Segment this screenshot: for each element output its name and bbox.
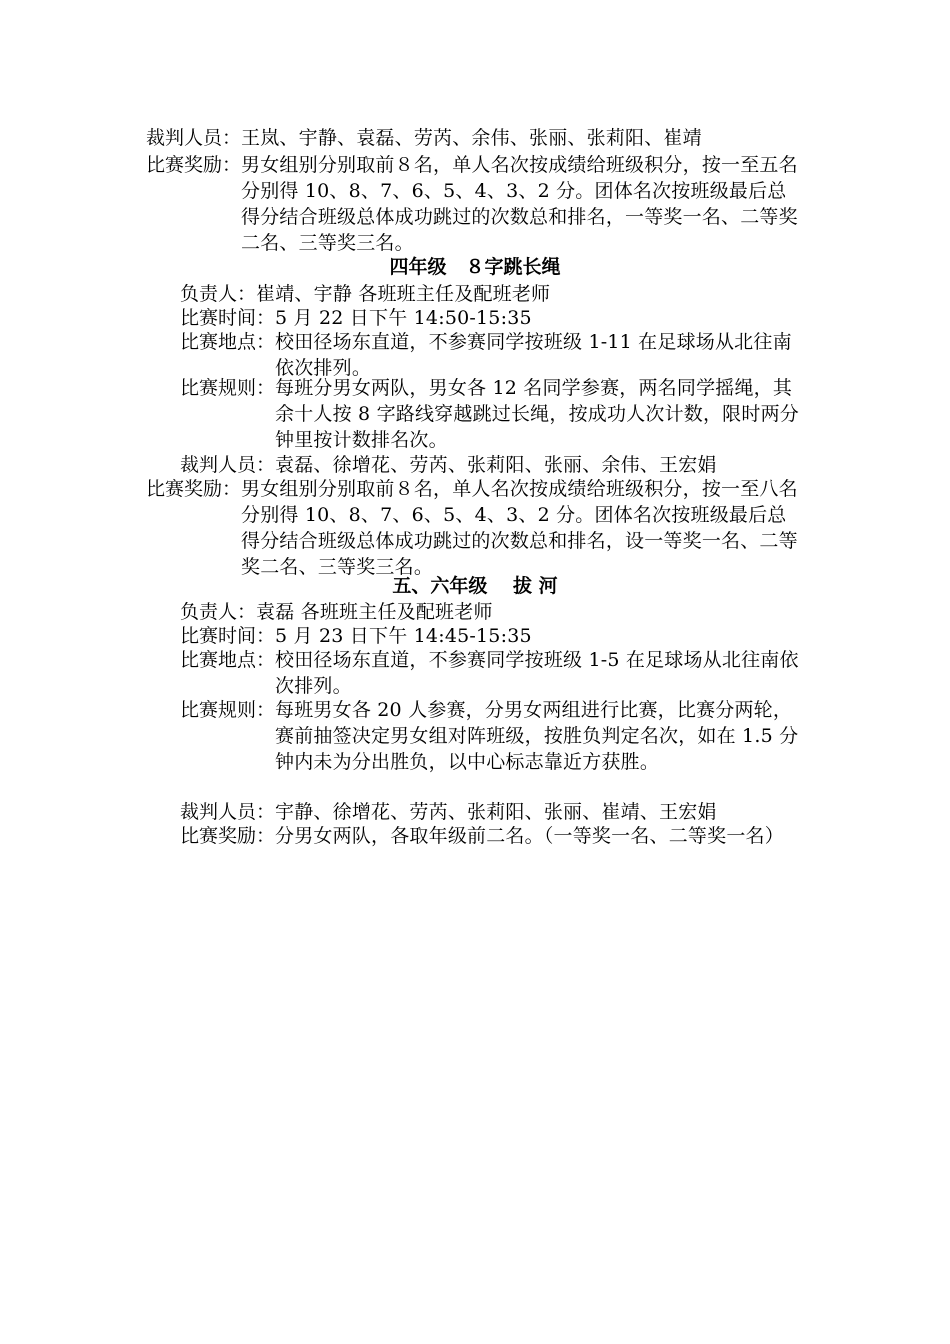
grade56-place-value: 校田径场东直道，不参赛同学按班级 1-5 在足球场从北往南依次排列。 [275, 649, 799, 697]
grade56-lead-row [180, 599, 786, 625]
grade56-rules-value: 每班男女各 20 人参赛，分男女两组进行比赛，比赛分两轮，赛前抽签决定男女组对阵班级，按胜负判定名次，如在 1.5 分钟内未为分出胜负，以中心标志靠近方获胜。 [275, 699, 799, 773]
prev-awards-value: 男女组别分别取前８名，单人名次按成绩给班级积分，按一至五名分别得 10、8、7、6、5、4、3、2 分。团体名次按班级最后总得分结合班级总体成功跳过的次数总和排名，一等奖一名、二等奖二名、三等奖三名。 [241, 154, 798, 254]
grade56-time-value: 5 月 23 日下午 14:45-15:35 [275, 625, 532, 647]
grade4-heading: 四年级 ８字跳长绳 [389, 256, 561, 278]
grade4-awards-label: 比赛奖励： [146, 478, 242, 500]
grade56-awards-value: 分男女两队，各取年级前二名。（一等奖一名、二等奖一名） [275, 825, 784, 847]
grade56-place-label: 比赛地点： [180, 649, 276, 671]
grade56-lead-value: 袁磊 各班班主任及配班老师 [256, 601, 493, 623]
grade56-awards-row [180, 823, 805, 849]
grade56-rules-label: 比赛规则： [180, 699, 276, 721]
grade56-time-label: 比赛时间： [180, 625, 276, 647]
prev-judges-label: 裁判人员： [146, 127, 242, 149]
grade4-place-label: 比赛地点： [180, 331, 276, 353]
grade4-judges-label: 裁判人员： [180, 454, 276, 476]
grade4-place-row [180, 329, 805, 381]
prev-awards-row [146, 152, 801, 256]
grade4-awards-value: 男女组别分别取前８名，单人名次按成绩给班级积分，按一至八名分别得 10、8、7、6、5、4、3、2 分。团体名次按班级最后总得分结合班级总体成功跳过的次数总和排名，设一等奖一名、二等奖二名、三等奖三名。 [241, 478, 798, 578]
grade56-lead-label: 负责人： [180, 601, 257, 623]
grade56-heading: 五、六年级 拔 河 [392, 575, 558, 597]
grade4-judges-value: 袁磊、徐增花、劳芮、张莉阳、张丽、余伟、王宏娟 [275, 454, 717, 476]
grade56-time-row [180, 623, 805, 649]
prev-awards-label: 比赛奖励： [146, 154, 242, 176]
grade4-time-label: 比赛时间： [180, 307, 276, 329]
grade56-awards-label: 比赛奖励： [180, 825, 276, 847]
grade4-time-value: 5 月 22 日下午 14:50-15:35 [275, 307, 532, 329]
prev-judges-row [146, 125, 921, 151]
grade56-rules-row [180, 697, 805, 775]
grade56-judges-label: 裁判人员： [180, 801, 276, 823]
grade4-rules-label: 比赛规则： [180, 377, 276, 399]
grade56-judges-row [180, 799, 835, 825]
grade4-judges-row [180, 452, 835, 478]
grade4-lead-label: 负责人： [180, 283, 257, 305]
grade4-rules-row [180, 375, 805, 453]
grade4-awards-row [146, 476, 801, 580]
grade4-lead-value: 崔靖、宇静 各班班主任及配班老师 [256, 283, 551, 305]
grade4-place-value: 校田径场东直道，不参赛同学按班级 1-11 在足球场从北往南依次排列。 [275, 331, 792, 379]
grade4-lead-row [180, 281, 786, 307]
grade56-judges-value: 宇静、徐增花、劳芮、张莉阳、张丽、崔靖、王宏娟 [275, 801, 717, 823]
grade56-place-row [180, 647, 805, 699]
grade4-time-row [180, 305, 805, 331]
grade4-rules-value: 每班分男女两队，男女各 12 名同学参赛，两名同学摇绳，其余十人按 8 字路线穿越跳过长绳，按成功人次计数，限时两分钟里按计数排名次。 [275, 377, 799, 451]
prev-judges-value: 王岚、宇静、袁磊、劳芮、余伟、张丽、张莉阳、崔靖 [241, 127, 702, 149]
